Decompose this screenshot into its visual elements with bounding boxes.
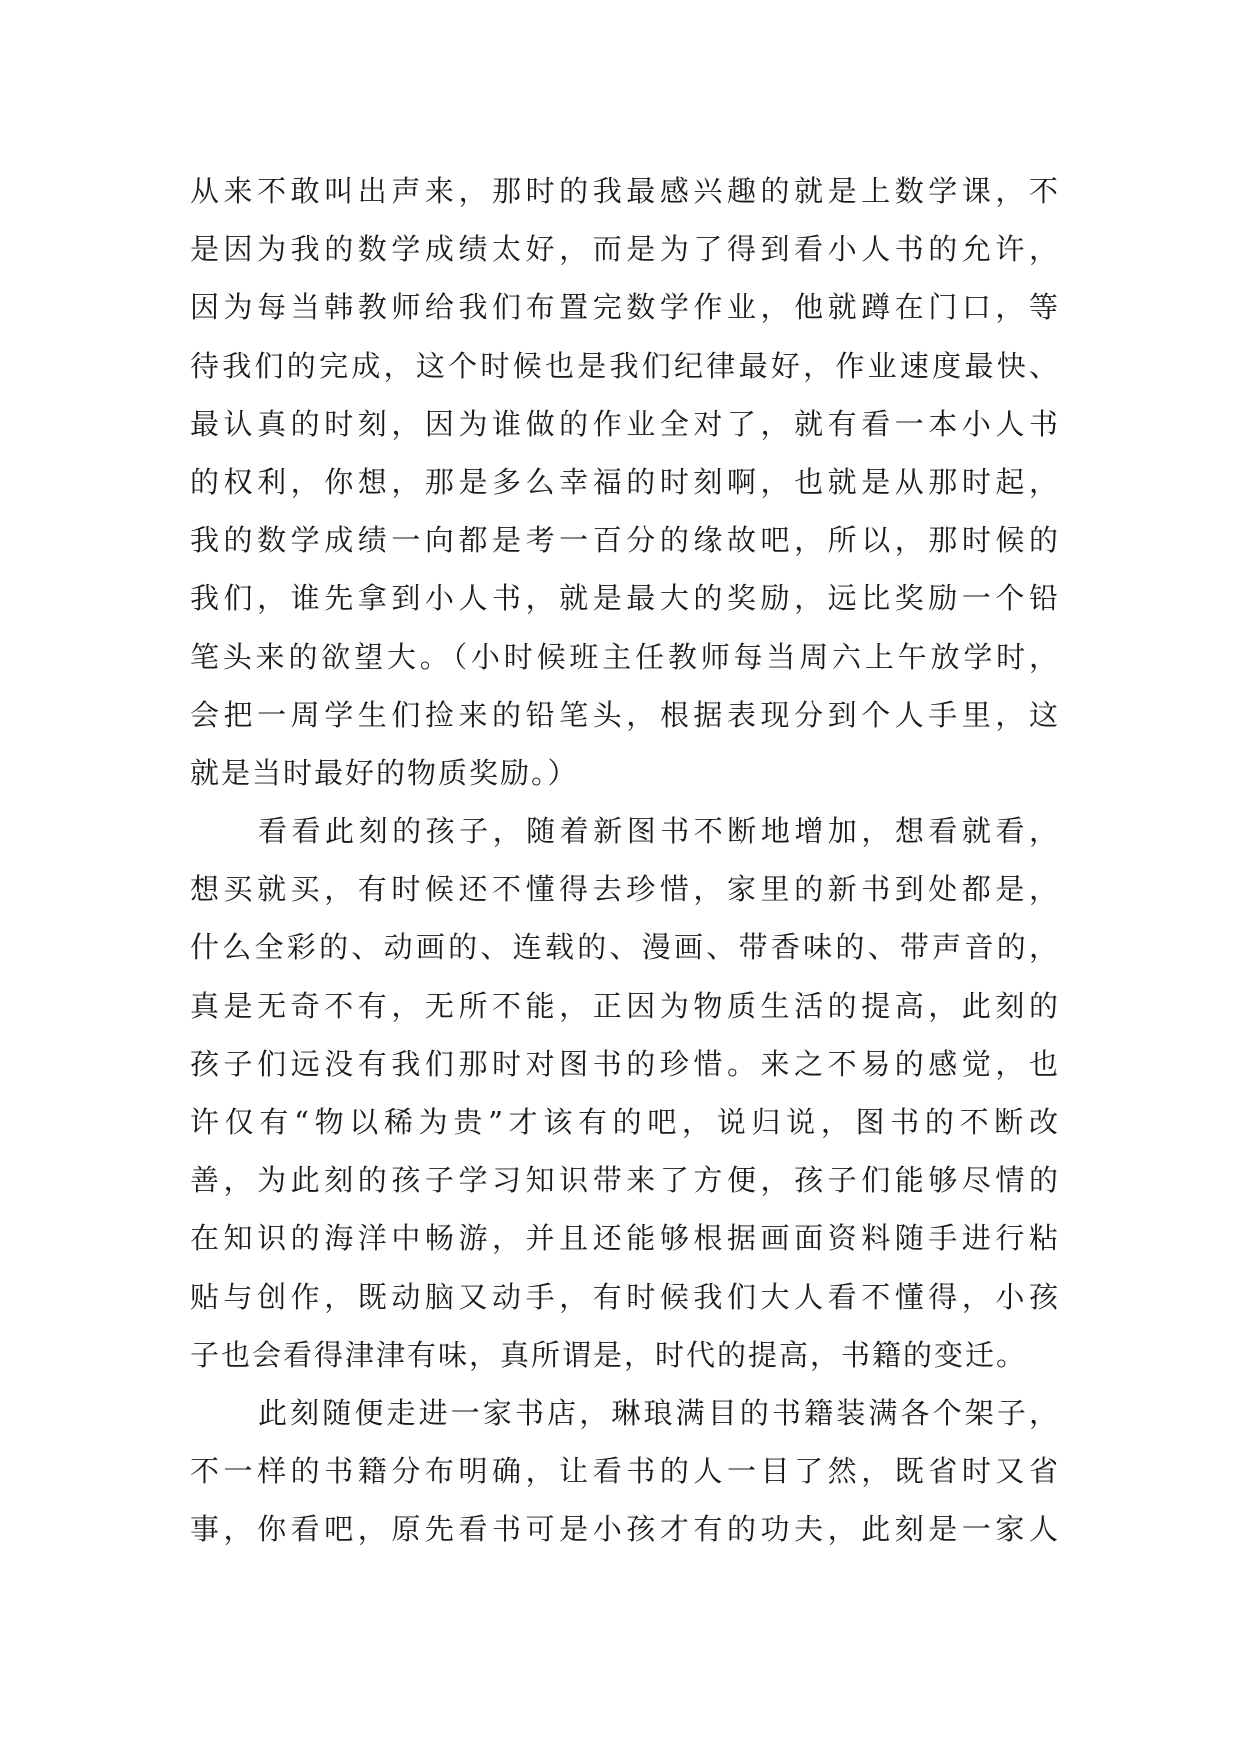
document-body [190, 162, 1060, 1559]
text-line: 事，你看吧，原先看书可是小孩才有的功夫，此刻是一家人 [190, 1512, 1060, 1547]
text-line: 最认真的时刻，因为谁做的作业全对了，就有看一本小人书 [190, 406, 1060, 441]
text-line: 贴与创作，既动脑又动手，有时候我们大人看不懂得，小孩 [190, 1279, 1060, 1314]
text-line: 的权利，你想，那是多么幸福的时刻啊，也就是从那时起， [190, 464, 1060, 499]
text-line: 我们，谁先拿到小人书，就是最大的奖励，远比奖励一个铅 [190, 581, 1060, 616]
text-line: 看看此刻的孩子，随着新图书不断地增加，想看就看， [258, 814, 1060, 849]
text-line: 善，为此刻的孩子学习知识带来了方便，孩子们能够尽情的 [190, 1163, 1060, 1198]
text-line: 孩子们远没有我们那时对图书的珍惜。来之不易的感觉，也 [190, 1046, 1060, 1081]
text-line: 什么全彩的、动画的、连载的、漫画、带香味的、带声音的， [190, 930, 1060, 965]
text-line: 此刻随便走进一家书店，琳琅满目的书籍装满各个架子， [258, 1395, 1060, 1430]
text-line: 想买就买，有时候还不懂得去珍惜，家里的新书到处都是， [190, 872, 1060, 907]
text-line: 会把一周学生们捡来的铅笔头，根据表现分到个人手里，这 [190, 697, 1060, 732]
text-line: 不一样的书籍分布明确，让看书的人一目了然，既省时又省 [190, 1454, 1060, 1489]
text-line: 我的数学成绩一向都是考一百分的缘故吧，所以，那时候的 [190, 523, 1060, 558]
text-line: 就是当时最好的物质奖励。） [190, 755, 579, 790]
text-line: 待我们的完成，这个时候也是我们纪律最好，作业速度最快、 [190, 348, 1060, 383]
text-line: 笔头来的欲望大。（小时候班主任教师每当周六上午放学时， [190, 639, 1060, 674]
text-line: 是因为我的数学成绩太好，而是为了得到看小人书的允许， [190, 232, 1060, 267]
text-line: 子也会看得津津有味，真所谓是，时代的提高，书籍的变迁。 [190, 1337, 1028, 1372]
text-line: 真是无奇不有，无所不能，正因为物质生活的提高，此刻的 [190, 988, 1060, 1023]
text-line: 许仅有“物以稀为贵”才该有的吧，说归说，图书的不断改 [190, 1105, 1060, 1139]
text-line: 在知识的海洋中畅游，并且还能够根据画面资料随手进行粘 [190, 1221, 1060, 1256]
text-line: 因为每当韩教师给我们布置完数学作业，他就蹲在门口，等 [190, 290, 1060, 325]
text-line: 从来不敢叫出声来，那时的我最感兴趣的就是上数学课，不 [190, 174, 1060, 208]
